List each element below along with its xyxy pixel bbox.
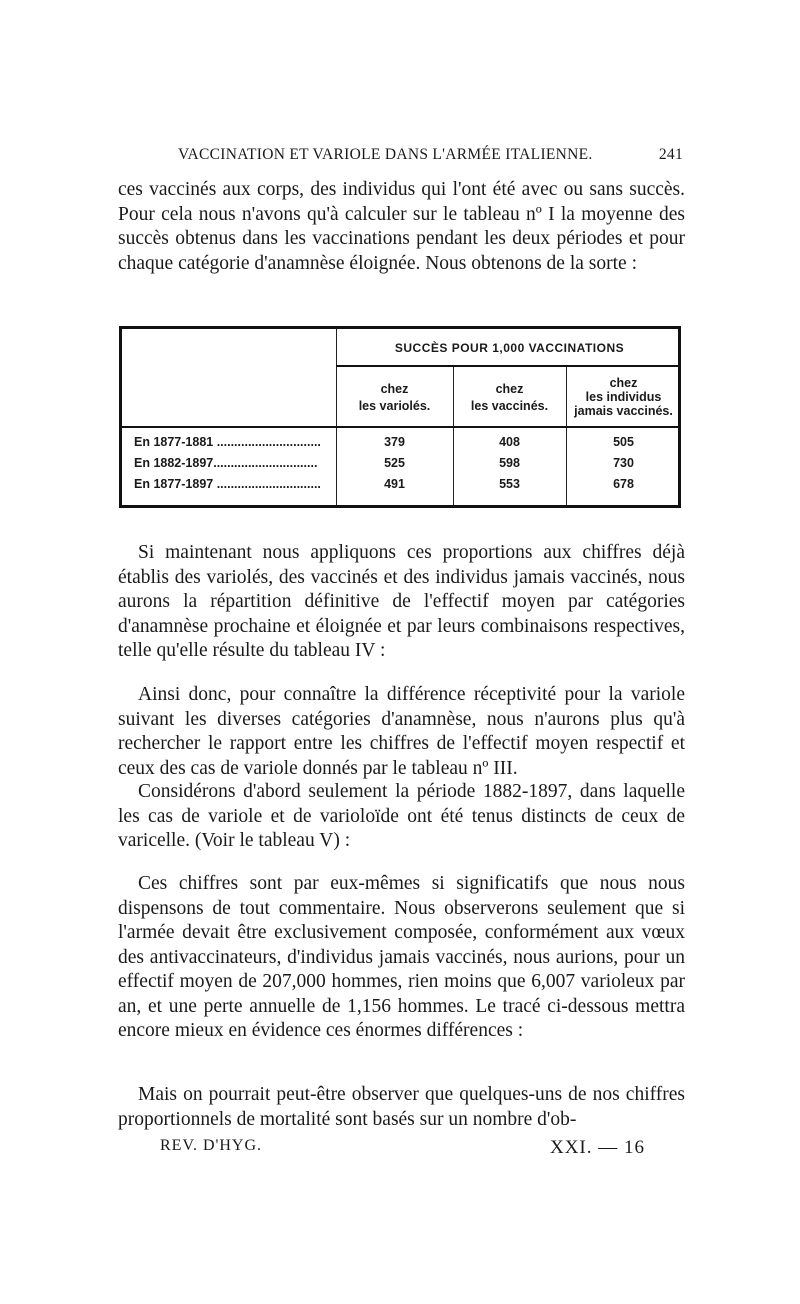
- running-head: [178, 146, 683, 164]
- table-header-rule: [122, 426, 678, 428]
- table-row-label: En 1877-1897 ..............................: [134, 477, 321, 491]
- table-group-header: SUCCÈS POUR 1,000 VACCINATIONS: [394, 341, 625, 355]
- footer-journal: REV. D'HYG.: [160, 1137, 263, 1154]
- column-header-line: chez: [495, 382, 524, 396]
- table-cell: 408: [499, 435, 520, 449]
- footer-volume: XXI. — 16: [549, 1137, 645, 1158]
- page-footer: [160, 1137, 645, 1158]
- paragraph-5: Ces chiffres sont par eux-mêmes si significatifs que nous nous dispensons de tout commentaire. Nous observerons seulement que si l'armée devait être exclusivement composée, conformément aux vœux des antivaccinateurs, d'individus jamais vaccinés, nous aurions, pour un effectif moyen de 207,000 hommes, rien moins que 6,007 varioleux par an, et une perte annuelle de 1,156 hommes. Le tracé ci-dessous mettra encore mieux en évidence ces énormes différences :: [118, 873, 685, 1041]
- column-header-vaccinés: [453, 381, 566, 415]
- table-row-label: En 1877-1881 ..............................: [134, 435, 321, 449]
- paragraph-4: Considérons d'abord seulement la période 1882-1897, dans laquelle les cas de variole et de varioloïde ont été tenus distincts de ceux de varicelle. (Voir le tableau V) :: [118, 781, 685, 851]
- table-cell: 730: [613, 456, 634, 470]
- column-header-line: chez: [380, 382, 409, 396]
- paragraph-1: ces vaccinés aux corps, des individus qui l'ont été avec ou sans succès. Pour cela nous n'avons qu'à calculer sur le tableau nº I la moyenne des succès obtenus dans les vaccinations pendant les deux périodes et pour chaque catégorie d'anamnèse éloignée. Nous obtenons de la sorte :: [118, 179, 685, 274]
- column-header-line: jamais vaccinés.: [574, 404, 673, 418]
- table-cell: 678: [613, 477, 634, 491]
- table-row-label: En 1882-1897..............................: [134, 456, 318, 470]
- table-cell: 379: [384, 435, 405, 449]
- column-header-line: chez: [609, 376, 638, 390]
- table-cell: 505: [613, 435, 634, 449]
- paragraph-3: Ainsi donc, pour connaître la différence réceptivité pour la variole suivant les diverses catégories d'anamnèse, nous n'aurons plus qu'à rechercher le rapport entre les chiffres de l'effectif moyen respectif et ceux des cas de variole donnés par le tableau nº III.: [118, 684, 685, 779]
- column-header-line: les variolés.: [358, 399, 431, 413]
- table-cell: 525: [384, 456, 405, 470]
- column-header-variolés: [336, 381, 453, 415]
- running-head-title: VACCINATION ET VARIOLE DANS L'ARMÉE ITALIENNE.: [178, 146, 593, 163]
- column-header-jamais-vaccinés: [566, 376, 681, 418]
- column-header-line: les individus: [585, 390, 662, 404]
- page-number: 241: [658, 146, 683, 163]
- paragraph-2: Si maintenant nous appliquons ces proportions aux chiffres déjà établis des variolés, des vaccinés et des individus jamais vaccinés, nous aurons la répartition définitive de l'effectif moyen par catégories d'anamnèse prochaine et éloignée et par leurs combinaisons respectives, telle qu'elle résulte du tableau IV :: [118, 542, 685, 661]
- table-cell: 553: [499, 477, 520, 491]
- column-header-line: les vaccinés.: [470, 399, 549, 413]
- paragraph-6: Mais on pourrait peut-être observer que quelques-uns de nos chiffres proportionnels de mortalité sont basés sur un nombre d'ob-: [118, 1084, 685, 1130]
- table-cell: 491: [384, 477, 405, 491]
- table-cell: 598: [499, 456, 520, 470]
- success-rate-table: [119, 326, 681, 508]
- table-group-underline: [336, 365, 678, 367]
